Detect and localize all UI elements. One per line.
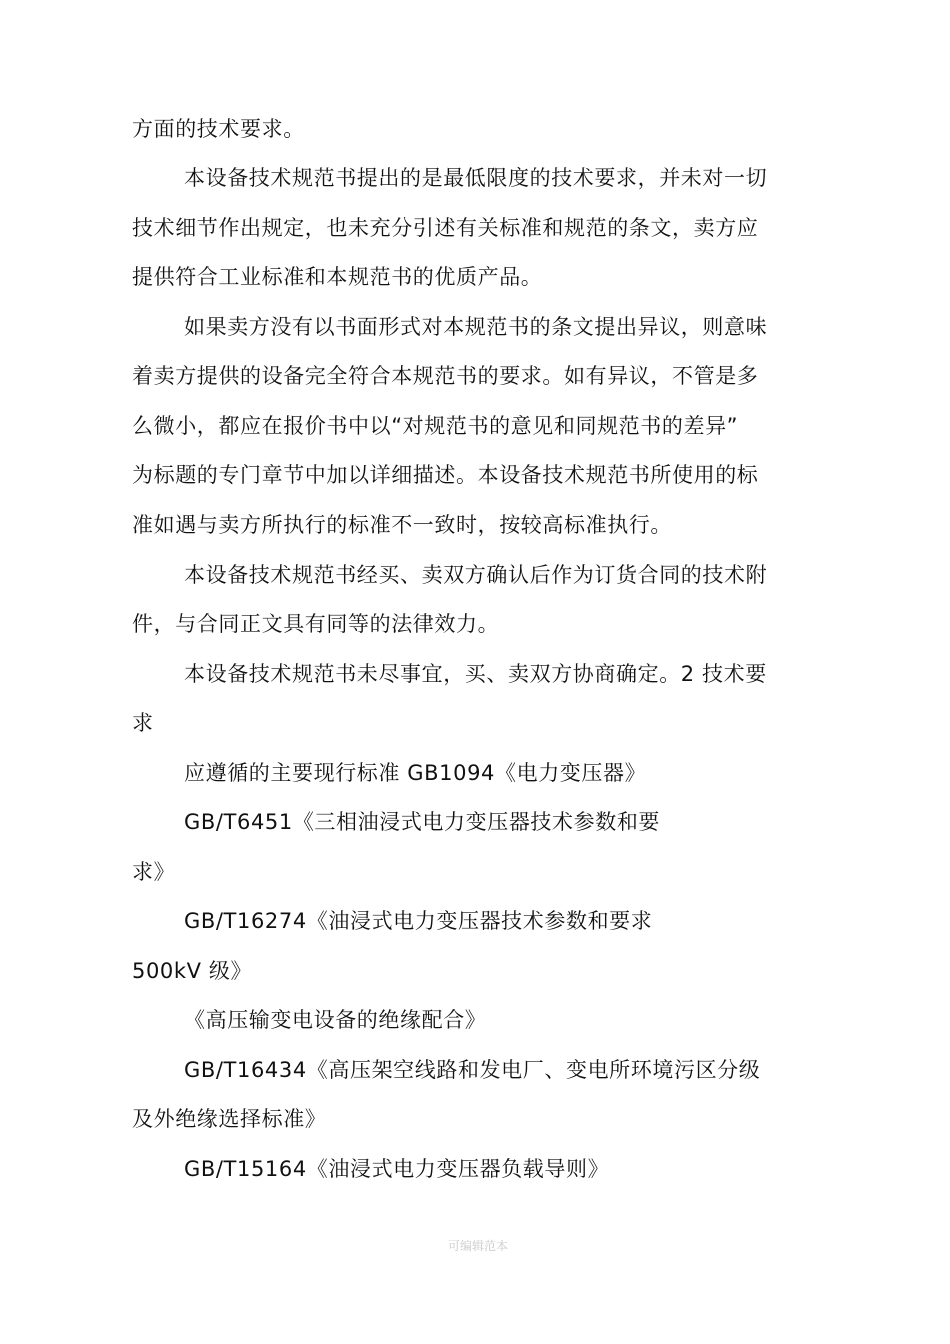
text-line: 及外绝缘选择标准》 xyxy=(132,1107,327,1131)
text-line: GB/T16434《高压架空线路和发电厂、变电所环境污区分级 xyxy=(184,1058,761,1082)
text-line: GB/T15164《油浸式电力变压器负载导则》 xyxy=(184,1157,610,1181)
text-line: GB/T16274《油浸式电力变压器技术参数和要求 xyxy=(184,909,653,933)
text-line: 为标题的专门章节中加以详细描述。本设备技术规范书所使用的标 xyxy=(132,463,759,487)
text-line: 件，与合同正文具有同等的法律效力。 xyxy=(132,612,500,636)
text-line: 求 xyxy=(132,711,154,735)
text-line: 本设备技术规范书提出的是最低限度的技术要求，并未对一切 xyxy=(184,166,768,190)
text-line: 求》 xyxy=(132,860,176,884)
text-line: 么微小，都应在报价书中以“对规范书的意见和同规范书的差异” xyxy=(132,414,739,438)
text-line: 《高压输变电设备的绝缘配合》 xyxy=(184,1008,487,1032)
text-line: 着卖方提供的设备完全符合本规范书的要求。如有异议，不管是多 xyxy=(132,364,759,388)
text-line: 本设备技术规范书经买、卖双方确认后作为订货合同的技术附 xyxy=(184,563,768,587)
text-line: 本设备技术规范书未尽事宜，买、卖双方协商确定。2 技术要 xyxy=(184,662,767,686)
text-line: GB/T6451《三相油浸式电力变压器技术参数和要 xyxy=(184,810,661,834)
text-line: 准如遇与卖方所执行的标准不一致时，按较高标准执行。 xyxy=(132,513,672,537)
text-line: 500kV 级》 xyxy=(132,959,253,983)
text-line: 技术细节作出规定，也未充分引述有关标准和规范的条文，卖方应 xyxy=(132,216,759,240)
text-line: 如果卖方没有以书面形式对本规范书的条文提出异议，则意味 xyxy=(184,315,768,339)
text-line: 应遵循的主要现行标准 GB1094《电力变压器》 xyxy=(184,761,647,785)
text-line: 提供符合工业标准和本规范书的优质产品。 xyxy=(132,265,543,289)
text-line: 方面的技术要求。 xyxy=(132,117,305,141)
page-footer: 可编辑范本 xyxy=(448,1239,509,1253)
